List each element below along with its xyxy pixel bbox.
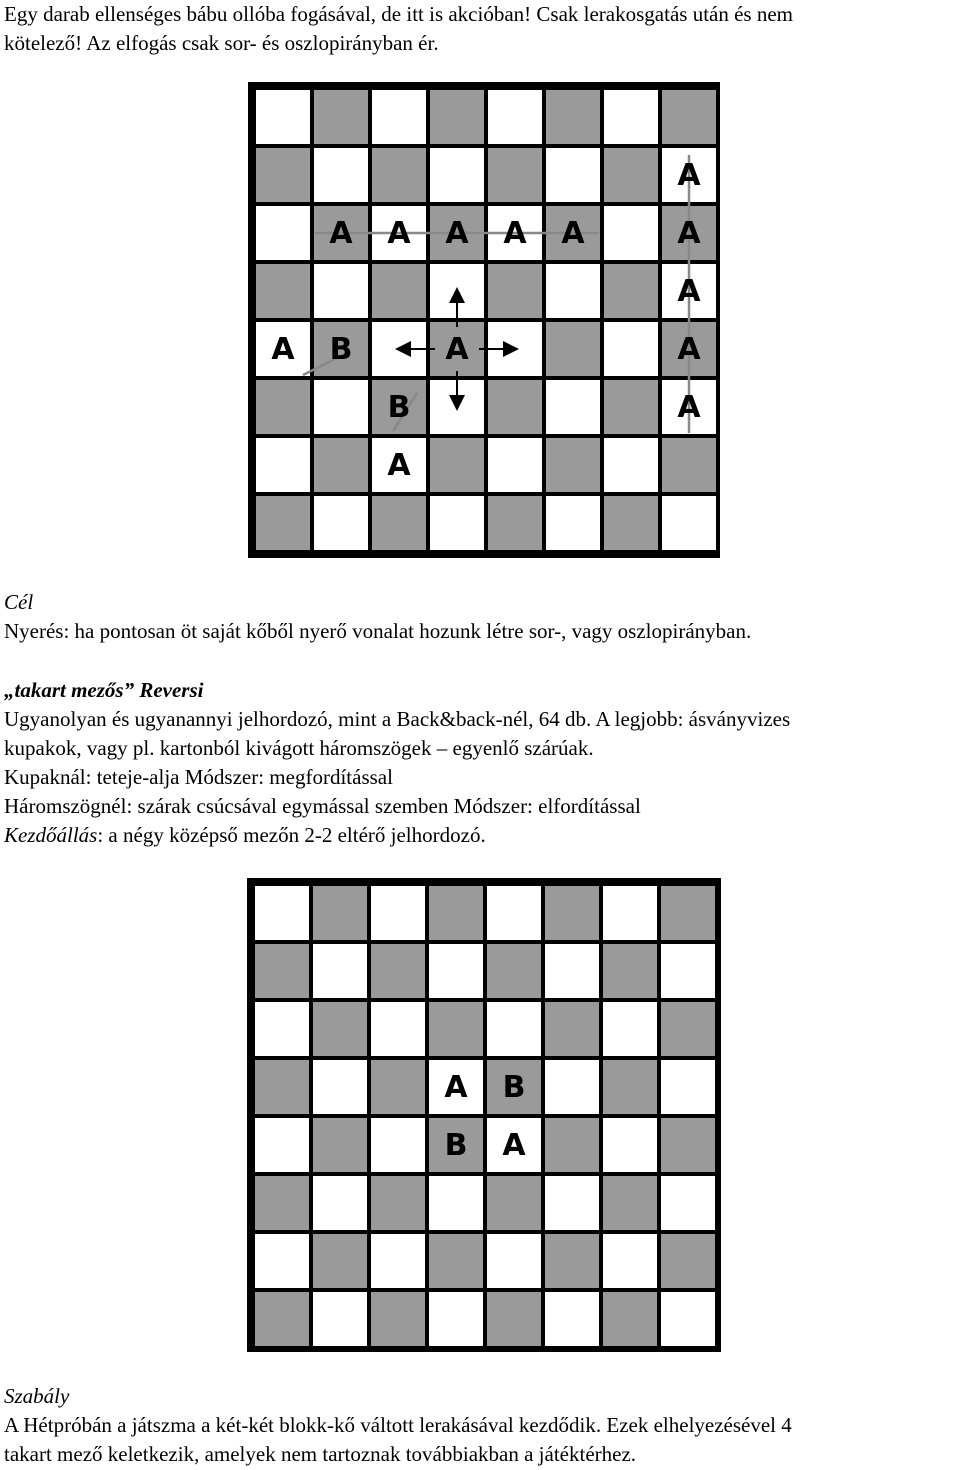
board-square xyxy=(253,942,311,1000)
piece-a: A xyxy=(387,447,411,483)
board-square xyxy=(369,884,427,942)
start-position-text: : a négy középső mezőn 2-2 eltérő jelhordozó. xyxy=(97,823,486,847)
board-square xyxy=(659,884,717,942)
board-square xyxy=(253,1174,311,1232)
board-square xyxy=(601,1290,659,1348)
board-square xyxy=(369,1058,427,1116)
board-square xyxy=(485,1174,543,1232)
piece-a: A xyxy=(677,331,701,367)
board-square xyxy=(659,1290,717,1348)
intro-line-1: Egy darab ellenséges bábu ollóba fogásával, de itt is akcióban! Csak lerakosgatás után és nem xyxy=(4,2,793,26)
board-square xyxy=(369,1174,427,1232)
board-square xyxy=(369,1290,427,1348)
piece-a: A xyxy=(444,1069,468,1105)
board-square xyxy=(369,1232,427,1290)
board-square xyxy=(253,884,311,942)
board-square xyxy=(659,1174,717,1232)
board-square xyxy=(543,884,601,942)
board-square xyxy=(427,1174,485,1232)
reversi-line-2: kupakok, vagy pl. kartonból kivágott háromszögek – egyenlő szárúak. xyxy=(4,736,594,760)
board-square xyxy=(659,942,717,1000)
board-square xyxy=(311,1116,369,1174)
piece-b: B xyxy=(329,331,353,367)
board-square xyxy=(601,884,659,942)
reversi-line-4: Háromszögnél: szárak csúcsával egymással szemben Módszer: elfordítással xyxy=(4,794,641,818)
rule-line-1: A Hétpróbán a játszma a két-két blokk-kő váltott lerakásával kezdődik. Ezek elhelyezésével 4 xyxy=(4,1413,792,1437)
piece-a: A xyxy=(503,215,527,251)
board-square xyxy=(601,1174,659,1232)
board-square xyxy=(543,1116,601,1174)
piece-a: A xyxy=(445,215,469,251)
start-position-label: Kezdőállás xyxy=(4,823,98,847)
goal-text: Nyerés: ha pontosan öt saját kőből nyerő vonalat hozunk létre sor-, vagy oszlopirányban. xyxy=(4,619,752,643)
board-square xyxy=(485,1290,543,1348)
board-square xyxy=(253,1116,311,1174)
board-square xyxy=(601,1232,659,1290)
board-square xyxy=(253,1058,311,1116)
start-position-line xyxy=(4,821,486,850)
board-square xyxy=(659,1116,717,1174)
piece-a: A xyxy=(445,331,469,367)
rule-line-2: takart mező keletkezik, amelyek nem tartoznak továbbiakban a játéktérhez. xyxy=(4,1442,637,1466)
board-square xyxy=(427,1290,485,1348)
board-square xyxy=(543,1058,601,1116)
board-square xyxy=(485,1000,543,1058)
board-square xyxy=(659,1058,717,1116)
board-square xyxy=(427,942,485,1000)
board-square xyxy=(485,884,543,942)
board-square xyxy=(543,1000,601,1058)
board-square xyxy=(543,1174,601,1232)
board-square xyxy=(427,1232,485,1290)
board-square xyxy=(543,942,601,1000)
board-square xyxy=(369,1116,427,1174)
piece-a: A xyxy=(677,157,701,193)
reversi-line-3: Kupaknál: teteje-alja Módszer: megfordítással xyxy=(4,765,393,789)
reversi-title: „takart mezős” Reversi xyxy=(4,678,204,702)
piece-a: A xyxy=(677,273,701,309)
piece-a: A xyxy=(387,215,411,251)
piece-b: B xyxy=(387,389,411,425)
board-square xyxy=(659,1000,717,1058)
board-square xyxy=(311,1290,369,1348)
board-square xyxy=(485,1232,543,1290)
piece-a: A xyxy=(502,1127,526,1163)
board-square xyxy=(369,942,427,1000)
board-square xyxy=(659,1232,717,1290)
game-board-capture-example xyxy=(248,82,720,558)
reversi-line-1: Ugyanolyan és ugyanannyi jelhordozó, mint a Back&back-nél, 64 db. A legjobb: ásványvizes xyxy=(4,707,791,731)
goal-heading: Cél xyxy=(4,590,34,614)
board-square xyxy=(601,1116,659,1174)
board-square xyxy=(253,1232,311,1290)
board-square xyxy=(311,942,369,1000)
board-square xyxy=(543,1232,601,1290)
piece-b: B xyxy=(502,1069,526,1105)
board-square xyxy=(427,1000,485,1058)
board-square xyxy=(311,1000,369,1058)
board-square xyxy=(543,1290,601,1348)
piece-b: B xyxy=(444,1127,468,1163)
board-square xyxy=(253,1000,311,1058)
board-square xyxy=(601,942,659,1000)
intro-line-2: kötelező! Az elfogás csak sor- és oszlopirányban ér. xyxy=(4,31,439,55)
board-square xyxy=(253,1290,311,1348)
board-square xyxy=(311,1174,369,1232)
rule-heading: Szabály xyxy=(4,1384,70,1408)
board-square xyxy=(311,1058,369,1116)
game-board-start-position xyxy=(247,878,721,1352)
board-square xyxy=(427,884,485,942)
board-square xyxy=(369,1000,427,1058)
piece-a: A xyxy=(271,331,295,367)
piece-a: A xyxy=(561,215,585,251)
piece-a: A xyxy=(677,215,701,251)
board-square xyxy=(601,1000,659,1058)
board-square xyxy=(311,884,369,942)
piece-a: A xyxy=(677,389,701,425)
board-square xyxy=(601,1058,659,1116)
board-square xyxy=(311,1232,369,1290)
board-square xyxy=(485,942,543,1000)
piece-a: A xyxy=(329,215,353,251)
